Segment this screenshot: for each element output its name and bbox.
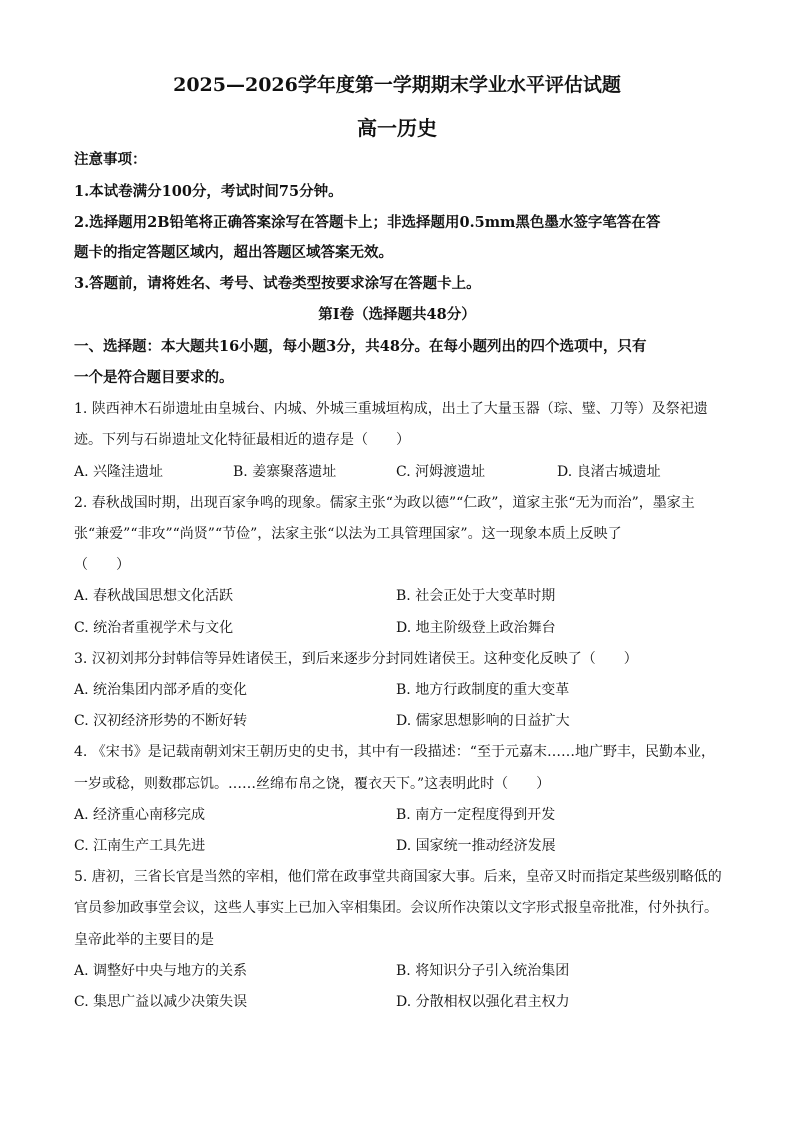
note-1: 1.本试卷满分100分，考试时间75分钟。 bbox=[74, 183, 343, 200]
q2-stem-line-2: 张“兼爱”“非攻”“尚贤”“节俭”，法家主张“以法为工具管理国家”。这一现象本质上反映了 bbox=[74, 526, 622, 542]
q4-stem-line-1: 4. 《宋书》是记载南朝刘宋王朝历史的史书，其中有一段描述：“至于元嘉末……地广野丰，民勤本业， bbox=[74, 744, 715, 760]
q1-option-a: A. 兴隆洼遗址 bbox=[74, 464, 164, 480]
q2-stem-line-3: （ ） bbox=[74, 557, 130, 573]
q1-option-d: D. 良渚古城遗址 bbox=[557, 464, 661, 480]
exam-subject: 高一历史 bbox=[357, 116, 437, 140]
q3-stem-line-1: 3. 汉初刘邦分封韩信等异姓诸侯王，到后来逐步分封同姓诸侯王。这种变化反映了（ ） bbox=[74, 651, 638, 667]
note-3: 3.答题前，请将姓名、考号、试卷类型按要求涂写在答题卡上。 bbox=[74, 275, 481, 292]
q4-stem-line-2: 一岁或稔，则数郡忘饥。……丝绵布帛之饶，覆衣天下。”这表明此时（ ） bbox=[74, 776, 551, 792]
q5-stem-line-2: 官员参加政事堂会议，这些人事实上已加入宰相集团。会议所作决策以文字形式报皇帝批准，付外执行。 bbox=[74, 900, 718, 916]
q5-stem-line-1: 5. 唐初，三省长官是当然的宰相，他们常在政事堂共商国家大事。后来，皇帝又时而指定某些级别略低的 bbox=[74, 869, 722, 885]
section-instruction-line-1: 一、选择题：本大题共16小题，每小题3分，共48分。在每小题列出的四个选项中，只有 bbox=[74, 338, 647, 355]
q4-option-a: A. 经济重心南移完成 bbox=[74, 807, 206, 823]
q2-option-d: D. 地主阶级登上政治舞台 bbox=[396, 620, 556, 636]
q1-stem-line-2: 迹。下列与石峁遗址文化特征最相近的遗存是（ ） bbox=[74, 432, 410, 448]
q2-option-a: A. 春秋战国思想文化活跃 bbox=[74, 588, 234, 604]
q4-option-b: B. 南方一定程度得到开发 bbox=[396, 807, 556, 823]
note-2-line-2: 题卡的指定答题区域内，超出答题区域答案无效。 bbox=[74, 244, 393, 261]
q2-stem-line-1: 2. 春秋战国时期，出现百家争鸣的现象。儒家主张“为政以德”“仁政”，道家主张“无为而治”，墨家主 bbox=[74, 495, 695, 511]
q1-stem-line-1: 1. 陕西神木石峁遗址由皇城台、内城、外城三重城垣构成，出土了大量玉器（琮、璧、刀等）及祭祀遗 bbox=[74, 401, 708, 417]
q4-option-d: D. 国家统一推动经济发展 bbox=[396, 838, 556, 854]
q3-option-a: A. 统治集团内部矛盾的变化 bbox=[74, 682, 248, 698]
q1-option-b: B. 姜寨聚落遗址 bbox=[233, 464, 337, 480]
q2-option-c: C. 统治者重视学术与文化 bbox=[74, 620, 234, 636]
q1-option-c: C. 河姆渡遗址 bbox=[396, 464, 486, 480]
q3-option-b: B. 地方行政制度的重大变革 bbox=[396, 682, 570, 698]
q4-option-c: C. 江南生产工具先进 bbox=[74, 838, 206, 854]
section-instruction-line-2: 一个是符合题目要求的。 bbox=[74, 369, 234, 386]
q5-option-b: B. 将知识分子引入统治集团 bbox=[396, 963, 570, 979]
q3-option-d: D. 儒家思想影响的日益扩大 bbox=[396, 713, 570, 729]
note-2-line-1: 2.选择题用2B铅笔将正确答案涂写在答题卡上；非选择题用0.5mm黑色墨水签字笔答在答 bbox=[74, 214, 661, 231]
section-title: 第Ⅰ卷（选择题共48分） bbox=[318, 306, 476, 323]
exam-title: 2025—2026学年度第一学期期末学业水平评估试题 bbox=[173, 74, 621, 96]
q5-stem-line-3: 皇帝此举的主要目的是 bbox=[74, 932, 214, 948]
q5-option-c: C. 集思广益以减少决策失误 bbox=[74, 994, 248, 1010]
notes-heading: 注意事项： bbox=[74, 151, 147, 168]
q5-option-a: A. 调整好中央与地方的关系 bbox=[74, 963, 248, 979]
q5-option-d: D. 分散相权以强化君主权力 bbox=[396, 994, 570, 1010]
q2-option-b: B. 社会正处于大变革时期 bbox=[396, 588, 556, 604]
q3-option-c: C. 汉初经济形势的不断好转 bbox=[74, 713, 248, 729]
